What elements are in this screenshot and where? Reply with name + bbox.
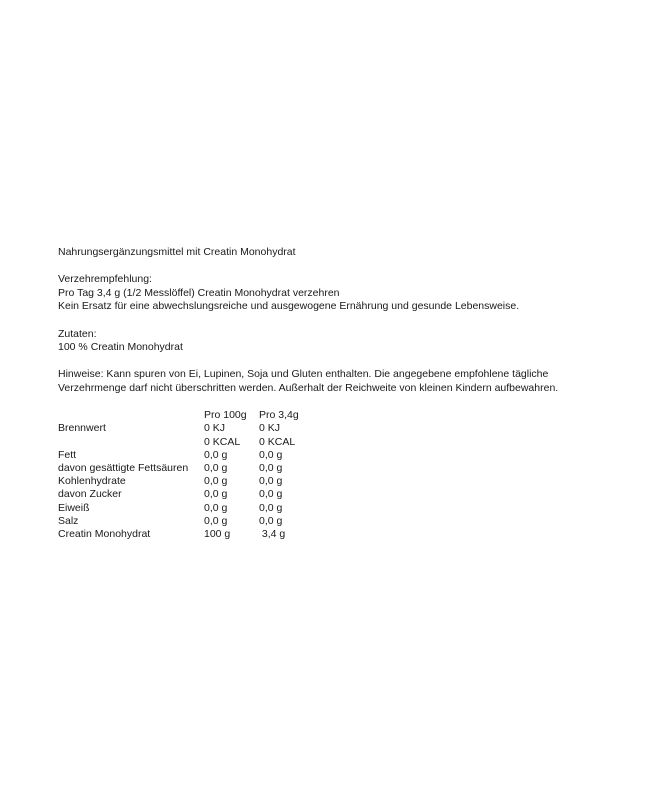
- table-row: [58, 449, 319, 462]
- nutrient-label: davon Zucker: [58, 488, 122, 501]
- nutrient-label: Brennwert: [58, 422, 106, 435]
- table-row: [58, 488, 319, 501]
- nutrient-label: Creatin Monohydrat: [58, 527, 151, 540]
- value-per-serving: 0 KJ: [259, 422, 281, 435]
- value-per-serving: 0,0 g: [259, 488, 283, 501]
- header-cell-label: [58, 409, 204, 422]
- table-row: [58, 436, 319, 449]
- table-row: [58, 422, 319, 435]
- table-row: [58, 515, 319, 528]
- value-per-100g: 0,0 g: [204, 488, 228, 501]
- nutrient-label: Kohlenhydrate: [58, 475, 126, 488]
- table-row: [58, 502, 319, 515]
- nutrient-label: [58, 436, 204, 449]
- header-cell-per-serving: Pro 3,4g: [259, 409, 299, 422]
- table-row: [58, 528, 319, 541]
- value-per-100g: 0 KJ: [204, 422, 226, 435]
- spacer: [58, 355, 618, 369]
- spacer: [58, 260, 618, 274]
- ingredients-heading: Zutaten:: [58, 327, 97, 340]
- document-title: Nahrungsergänzungsmittel mit Creatin Monohydrat: [58, 246, 296, 258]
- nutrient-label: davon gesättigte Fettsäuren: [58, 461, 189, 474]
- ingredients-text: 100 % Creatin Monohydrat: [58, 341, 183, 354]
- table-row: [58, 462, 319, 475]
- notes-line: Hinweise: Kann spuren von Ei, Lupinen, Soja und Gluten enthalten. Die angegebene empfohlene tägliche: [58, 368, 549, 381]
- spacer: [58, 396, 618, 410]
- recommendation-line: Pro Tag 3,4 g (1/2 Messlöffel) Creatin Monohydrat verzehren: [58, 286, 340, 299]
- value-per-serving: 0,0 g: [259, 475, 283, 488]
- recommendation-heading: Verzehrempfehlung:: [58, 273, 152, 286]
- header-cell-per-100g: Pro 100g: [204, 409, 247, 422]
- value-per-serving: 0,0 g: [259, 461, 283, 474]
- nutrient-label: Eiweiß: [58, 501, 90, 514]
- notes-line: Verzehrmenge darf nicht überschritten werden. Außerhalt der Reichweite von kleinen Kindern aufbewahren.: [58, 381, 559, 394]
- value-per-serving: 0 KCAL: [259, 435, 296, 448]
- value-per-100g: 0,0 g: [204, 514, 228, 527]
- value-per-serving: 0,0 g: [259, 501, 283, 514]
- nutrient-label: Salz: [58, 514, 79, 527]
- value-per-serving: 3,4 g: [259, 527, 286, 540]
- value-per-100g: 0,0 g: [204, 475, 228, 488]
- value-per-100g: 0,0 g: [204, 461, 228, 474]
- value-per-serving: 0,0 g: [259, 448, 283, 461]
- value-per-100g: 0 KCAL: [204, 435, 241, 448]
- nutrient-label: Fett: [58, 448, 77, 461]
- value-per-100g: 0,0 g: [204, 448, 228, 461]
- value-per-serving: 0,0 g: [259, 514, 283, 527]
- recommendation-line: Kein Ersatz für eine abwechslungsreiche und ausgewogene Ernährung und gesunde Lebensweise.: [58, 300, 520, 313]
- value-per-100g: 100 g: [204, 527, 231, 540]
- value-per-100g: 0,0 g: [204, 501, 228, 514]
- table-header-row: [58, 409, 319, 422]
- product-info-document: [58, 246, 618, 541]
- table-row: [58, 475, 319, 488]
- spacer: [58, 314, 618, 328]
- nutrition-table: [58, 409, 319, 541]
